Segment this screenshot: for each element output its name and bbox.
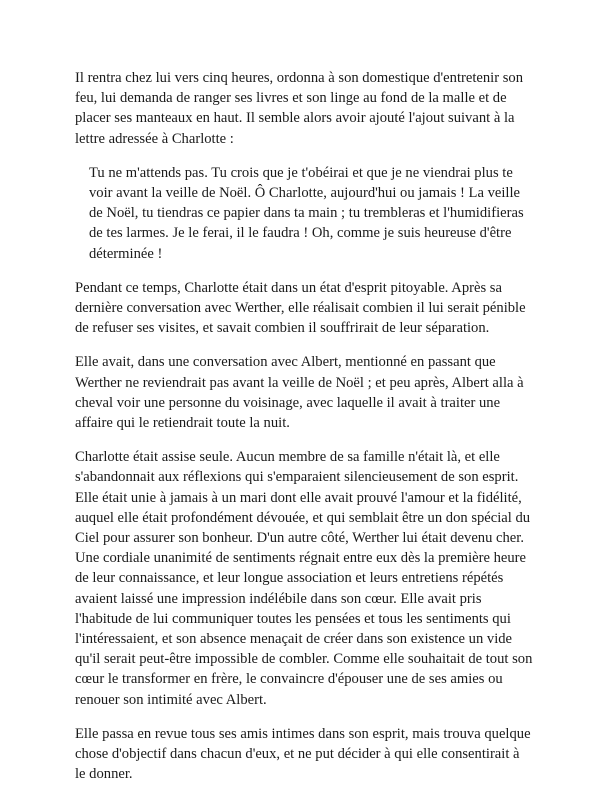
document-page xyxy=(75,68,533,799)
paragraph-4: Charlotte était assise seule. Aucun membre de sa famille n'était là, et elle s'abandonnait aux réflexions qui s'emparaient silencieusement de son esprit. Elle était unie à jamais à un mari dont elle avait prouvé l'amour et la fidélité, auquel elle était profondément dévouée, et qui semblait être un don spécial du Ciel pour assurer son bonheur. D'un autre côté, Werther lui était devenu cher. Une cordiale unanimité de sentiments régnait entre eux dès la première heure de leur connaissance, et leur longue association et leurs entretiens répétés avaient laissé une impression indélébile dans son cœur. Elle avait pris l'habitude de lui communiquer toutes les pensées et tous les sentiments qui l'intéressaient, et son absence menaçait de créer dans son existence un vide qu'il serait peut-être impossible de combler. Comme elle souhaitait de tout son cœur le transformer en frère, le convaincre d'épouser une de ses amies ou renouer son intimité avec Albert. xyxy=(75,449,533,708)
quoted-letter: Tu ne m'attends pas. Tu crois que je t'obéirai et que je ne viendrai plus te voir avant la veille de Noël. Ô Charlotte, aujourd'hui ou jamais ! La veille de Noël, tu tiendras ce papier dans ta main ; tu trembleras et l'humidifieras de tes larmes. Je le ferai, il le faudra ! Oh, comme je suis heureuse d'être déterminée ! xyxy=(89,164,524,262)
paragraph-5: Elle passa en revue tous ses amis intimes dans son esprit, mais trouva quelque chose d'objectif dans chacun d'eux, et ne put décider à qui elle consentirait à le donner. xyxy=(75,725,531,783)
paragraph-1: Il rentra chez lui vers cinq heures, ordonna à son domestique d'entretenir son feu, lui demanda de ranger ses livres et son linge au fond de la malle et de placer ses manteaux en haut. Il semble alors avoir ajouté l'ajout suivant à la lettre adressée à Charlotte : xyxy=(75,70,523,147)
paragraph-3: Elle avait, dans une conversation avec Albert, mentionné en passant que Werther ne reviendrait pas avant la veille de Noël ; et peu après, Albert alla à cheval voir une personne du voisinage, avec laquelle il avait à traiter une affaire qui le retiendrait toute la nuit. xyxy=(75,354,524,432)
paragraph-2: Pendant ce temps, Charlotte était dans un état d'esprit pitoyable. Après sa dernière conversation avec Werther, elle réalisait combien il lui serait pénible de refuser ses visites, et savait combien il souffrirait de leur séparation. xyxy=(75,279,526,337)
